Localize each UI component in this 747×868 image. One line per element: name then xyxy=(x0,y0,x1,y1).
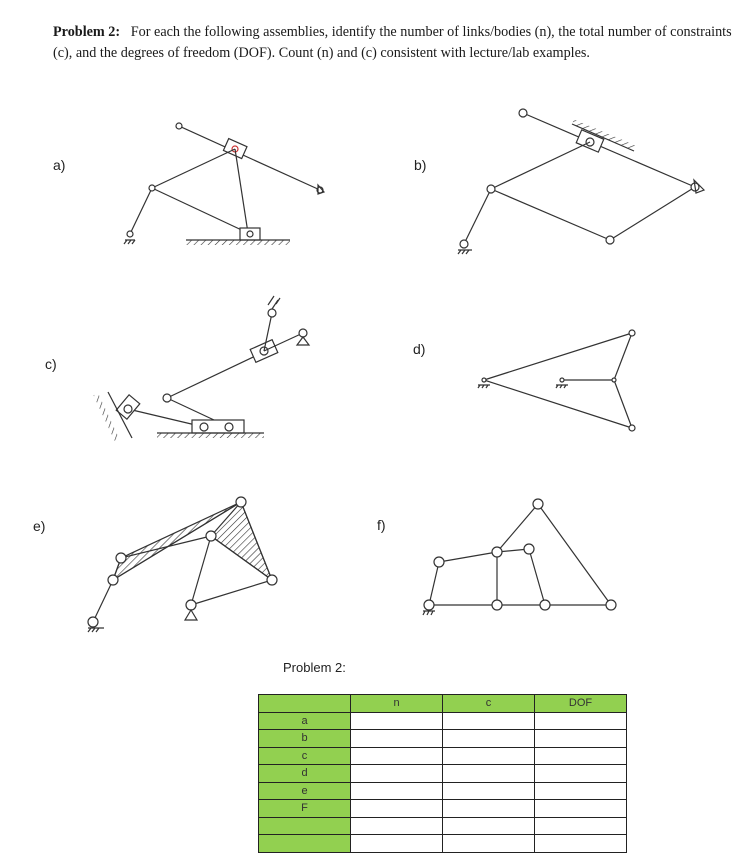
figure-label-e: e) xyxy=(33,518,46,534)
figure-label-b: b) xyxy=(414,157,427,173)
mechanism-b xyxy=(458,109,704,254)
problem-heading: Problem 2: xyxy=(53,24,121,40)
answer-cell-c[interactable] xyxy=(443,782,535,800)
answer-cell-c[interactable] xyxy=(443,817,535,835)
figure-label-d: d) xyxy=(413,341,426,357)
row-label: e xyxy=(259,782,351,800)
mechanism-f xyxy=(423,499,616,615)
answer-table xyxy=(258,694,627,853)
answer-cell-dof[interactable] xyxy=(535,782,627,800)
table-row xyxy=(259,747,627,765)
table-row xyxy=(259,800,627,818)
mechanism-d xyxy=(478,330,635,431)
header-cell xyxy=(259,695,351,713)
answer-cell-c[interactable] xyxy=(443,835,535,853)
answer-cell-c[interactable] xyxy=(443,712,535,730)
row-label: b xyxy=(259,730,351,748)
answer-cell-n[interactable] xyxy=(351,730,443,748)
table-row xyxy=(259,835,627,853)
row-label: d xyxy=(259,765,351,783)
row-label: a xyxy=(259,712,351,730)
table-header-row xyxy=(259,695,627,713)
mechanism-c xyxy=(94,296,309,441)
figure-label-c: c) xyxy=(45,356,57,372)
answer-cell-n[interactable] xyxy=(351,712,443,730)
answer-cell-n[interactable] xyxy=(351,817,443,835)
answer-cell-dof[interactable] xyxy=(535,730,627,748)
answer-cell-c[interactable] xyxy=(443,730,535,748)
answer-cell-dof[interactable] xyxy=(535,747,627,765)
table-row xyxy=(259,730,627,748)
row-label: c xyxy=(259,747,351,765)
answer-cell-dof[interactable] xyxy=(535,835,627,853)
answer-cell-dof[interactable] xyxy=(535,800,627,818)
header-cell-n: n xyxy=(351,695,443,713)
header-cell-dof: DOF xyxy=(535,695,627,713)
table-row xyxy=(259,782,627,800)
table-row xyxy=(259,765,627,783)
header-cell-c: c xyxy=(443,695,535,713)
answer-cell-dof[interactable] xyxy=(535,712,627,730)
table-caption: Problem 2: xyxy=(283,660,346,675)
mechanism-a xyxy=(124,123,324,245)
row-label: F xyxy=(259,800,351,818)
row-label xyxy=(259,817,351,835)
answer-cell-n[interactable] xyxy=(351,835,443,853)
answer-cell-n[interactable] xyxy=(351,765,443,783)
table-row xyxy=(259,712,627,730)
answer-cell-c[interactable] xyxy=(443,800,535,818)
figure-label-f: f) xyxy=(377,517,386,533)
row-label xyxy=(259,835,351,853)
answer-cell-n[interactable] xyxy=(351,747,443,765)
problem-text: For each the following assemblies, identify the number of links/bodies (n), the total number of constraints (c), and the degrees of freedom (DOF). Count (n) and (c) consistent with lecture/lab examples. xyxy=(53,24,732,61)
table-row xyxy=(259,817,627,835)
mechanism-e xyxy=(88,497,277,632)
answer-cell-dof[interactable] xyxy=(535,817,627,835)
answer-cell-c[interactable] xyxy=(443,765,535,783)
answer-cell-n[interactable] xyxy=(351,782,443,800)
figure-label-a: a) xyxy=(53,157,66,173)
answer-cell-n[interactable] xyxy=(351,800,443,818)
answer-cell-c[interactable] xyxy=(443,747,535,765)
answer-cell-dof[interactable] xyxy=(535,765,627,783)
